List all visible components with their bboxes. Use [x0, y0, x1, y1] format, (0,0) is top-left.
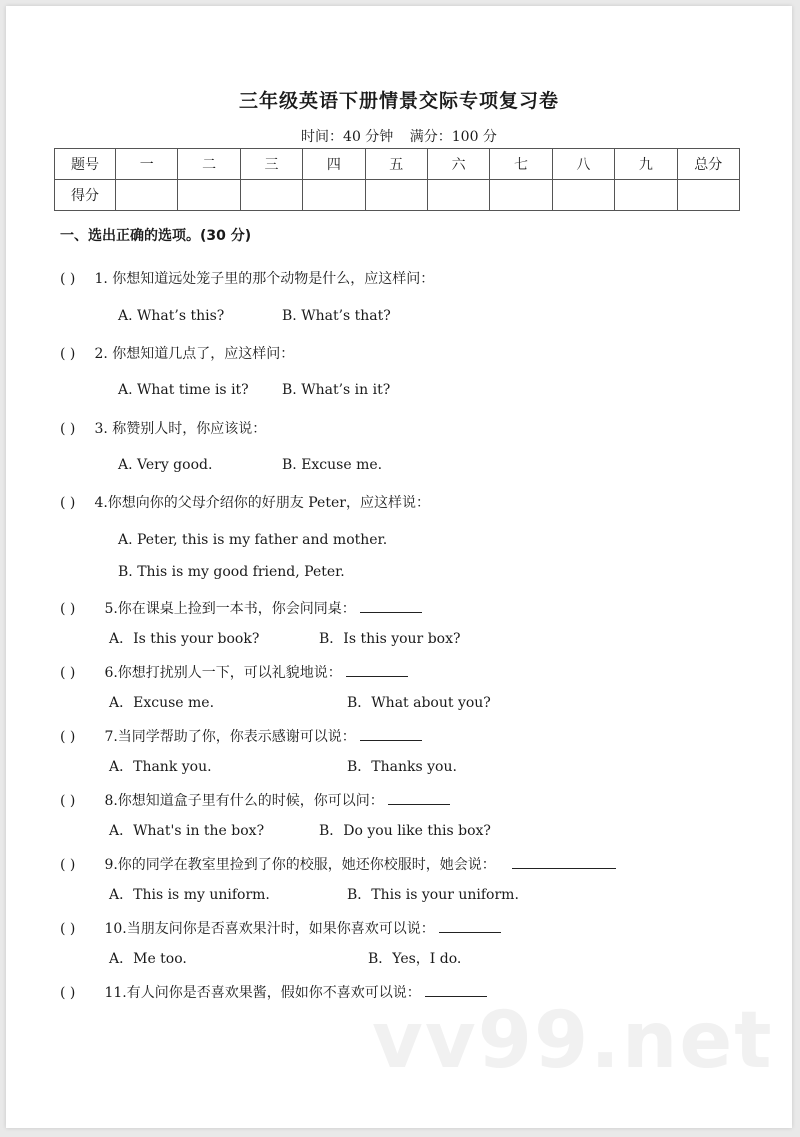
answer-paren[interactable]: ( ): [60, 729, 76, 745]
question-text: 11.有人问你是否喜欢果酱，假如你不喜欢可以说：: [104, 985, 421, 1001]
question-text: 10.当朋友问你是否喜欢果汁时，如果你喜欢可以说：: [104, 921, 435, 937]
answer-blank[interactable]: [360, 728, 422, 741]
score-table-header-row: [55, 149, 740, 180]
score-header-cell: 总分: [677, 149, 739, 180]
question-4: [60, 492, 430, 512]
section-heading: 一、选出正确的选项。(30 分): [60, 228, 252, 244]
score-table-score-row: [55, 180, 740, 211]
score-header-cell: 二: [178, 149, 240, 180]
answer-paren[interactable]: ( ): [60, 601, 76, 617]
option-b: B．Yes，I do.: [368, 951, 462, 967]
score-header-cell: 三: [240, 149, 302, 180]
score-header-cell: 题号: [55, 149, 116, 180]
score-row-label: 得分: [55, 180, 116, 211]
score-header-cell: 六: [427, 149, 489, 180]
score-cell[interactable]: [365, 180, 427, 211]
answer-paren[interactable]: ( ): [60, 421, 76, 437]
option-b: B. What’s that?: [282, 308, 391, 324]
question-6: [60, 662, 408, 682]
score-header-cell: 七: [490, 149, 552, 180]
option-a: A．What's in the box?: [109, 823, 265, 839]
score-cell[interactable]: [677, 180, 739, 211]
question-9: [60, 854, 616, 874]
answer-paren[interactable]: ( ): [60, 665, 76, 681]
question-7: [60, 726, 422, 746]
option-a: A. What’s this?: [118, 308, 225, 324]
question-text: 3. 称赞别人时，你应该说：: [94, 421, 267, 437]
option-a: A. Very good.: [118, 457, 213, 473]
answer-blank[interactable]: [360, 600, 422, 613]
page-title: 三年级英语下册情景交际专项复习卷: [238, 90, 559, 112]
score-header-cell: 八: [552, 149, 614, 180]
option-b: B. What’s in it?: [282, 382, 391, 398]
score-cell[interactable]: [240, 180, 302, 211]
score-header-cell: 四: [303, 149, 365, 180]
answer-blank[interactable]: [439, 920, 501, 933]
document-page: [6, 6, 792, 1128]
question-2: [60, 343, 294, 363]
question-text: 8.你想知道盒子里有什么的时候，你可以问：: [104, 793, 384, 809]
score-cell[interactable]: [615, 180, 677, 211]
answer-paren[interactable]: ( ): [60, 495, 76, 511]
score-table: [54, 148, 740, 211]
option-a: A. Peter, this is my father and mother.: [118, 532, 388, 548]
option-b: B. This is my good friend, Peter.: [118, 564, 345, 580]
score-cell[interactable]: [552, 180, 614, 211]
option-a: A．This is my uniform.: [109, 887, 270, 903]
option-a: A．Is this your book?: [109, 631, 260, 647]
option-b: B．Is this your box?: [319, 631, 461, 647]
question-text: 1. 你想知道远处笼子里的那个动物是什么，应这样问：: [94, 271, 435, 287]
answer-paren[interactable]: ( ): [60, 793, 76, 809]
score-cell[interactable]: [490, 180, 552, 211]
answer-paren[interactable]: ( ): [60, 271, 76, 287]
option-b: B．Do you like this box?: [319, 823, 491, 839]
option-a: A．Excuse me.: [109, 695, 215, 711]
question-10: [60, 918, 501, 938]
score-cell[interactable]: [427, 180, 489, 211]
option-a: A．Me too.: [109, 951, 187, 967]
answer-paren[interactable]: ( ): [60, 985, 76, 1001]
question-8: [60, 790, 450, 810]
answer-paren[interactable]: ( ): [60, 857, 76, 873]
question-5: [60, 598, 422, 618]
question-3: [60, 418, 266, 438]
option-a: A. What time is it?: [118, 382, 249, 398]
score-header-cell: 一: [116, 149, 178, 180]
option-b: B．What about you?: [347, 695, 491, 711]
answer-paren[interactable]: ( ): [60, 921, 76, 937]
score-cell[interactable]: [303, 180, 365, 211]
answer-blank[interactable]: [388, 792, 450, 805]
answer-paren[interactable]: ( ): [60, 346, 76, 362]
score-cell[interactable]: [116, 180, 178, 211]
watermark: vv99.net: [372, 996, 774, 1086]
answer-blank[interactable]: [512, 856, 616, 869]
question-text: 5.你在课桌上捡到一本书，你会问同桌：: [104, 601, 356, 617]
exam-time: 时间：40 分钟: [301, 129, 394, 145]
question-text: 6.你想打扰别人一下，可以礼貌地说：: [104, 665, 342, 681]
question-text: 2. 你想知道几点了，应这样问：: [94, 346, 295, 362]
score-header-cell: 五: [365, 149, 427, 180]
question-text: 9.你的同学在教室里捡到了你的校服，她还你校服时，她会说：: [104, 857, 496, 873]
option-b: B. Excuse me.: [282, 457, 383, 473]
exam-info: [6, 126, 792, 146]
option-b: B．This is your uniform.: [347, 887, 519, 903]
question-text: 4.你想向你的父母介绍你的好朋友 Peter，应这样说：: [94, 495, 430, 511]
answer-blank[interactable]: [346, 664, 408, 677]
score-header-cell: 九: [615, 149, 677, 180]
option-a: A．Thank you.: [109, 759, 212, 775]
question-1: [60, 268, 434, 288]
exam-total-score: 满分：100 分: [409, 129, 497, 145]
score-cell[interactable]: [178, 180, 240, 211]
option-b: B．Thanks you.: [347, 759, 457, 775]
question-text: 7.当同学帮助了你，你表示感谢可以说：: [104, 729, 356, 745]
